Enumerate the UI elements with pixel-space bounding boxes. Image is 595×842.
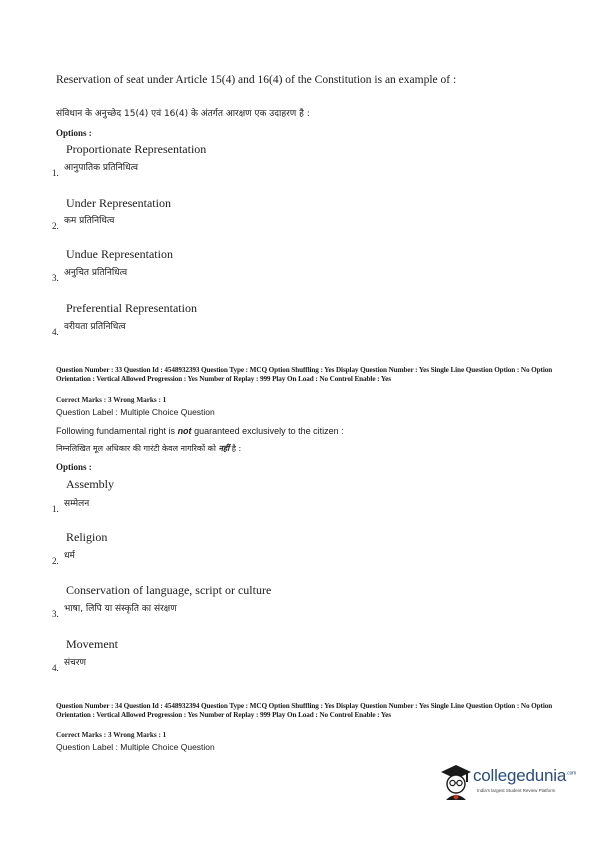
- q32-option-3-hi: अनुचित प्रतिनिधित्व: [64, 268, 128, 278]
- q32-option-3-number: 3.: [52, 273, 59, 283]
- question-32-options-label: Options :: [56, 128, 92, 138]
- question-33-text-hi: [56, 442, 241, 455]
- q33-option-2-en: Religion: [66, 530, 108, 544]
- q32-option-2-hi: कम प्रतिनिधित्व: [64, 216, 115, 226]
- question-32-text-en: Reservation of seat under Article 15(4) and 16(4) of the Constitution is an example of :: [56, 74, 457, 86]
- logo-name-suffix: .com: [566, 770, 577, 777]
- q33-text-en-before: Following fundamental right is: [56, 426, 178, 436]
- q33-option-4-number: 4.: [52, 663, 59, 673]
- question-33-marks: Correct Marks : 3 Wrong Marks : 1: [56, 396, 167, 404]
- question-34-meta: Question Number : 34 Question Id : 4548932394 Question Type : MCQ Option Shuffling : Yes Display Question Number : Yes Single Line Question Option : No Option Orientation : Vertical Allowed Progression : Yes Number of Replay : 999 Play On Load : No Control Enable : Yes: [56, 702, 553, 719]
- q33-option-2-hi: धर्म: [64, 551, 75, 561]
- question-33-label: Question Label : Multiple Choice Question: [56, 407, 215, 417]
- logo-wordmark: [473, 766, 576, 786]
- question-33-options-label: Options :: [56, 462, 92, 472]
- question-33-text-en: [56, 426, 344, 436]
- question-32-text-hi: संविधान के अनुच्छेद 15(4) एवं 16(4) के अंतर्गत आरक्षण एक उदाहरण है :: [56, 109, 310, 119]
- q32-option-3-en: Undue Representation: [66, 247, 173, 261]
- logo-tagline: India's largest Student Review Platform: [477, 788, 556, 793]
- question-34-label: Question Label : Multiple Choice Question: [56, 742, 215, 752]
- q32-option-1-hi: आनुपातिक प्रतिनिधित्व: [64, 163, 139, 173]
- q32-option-1-en: Proportionate Representation: [66, 142, 207, 156]
- q33-option-2-number: 2.: [52, 556, 59, 566]
- q33-text-hi-before: निम्नलिखित मूल अधिकार की गारंटी केवल नागरिकों को: [56, 444, 219, 453]
- q33-option-1-hi: सम्मेलन: [64, 499, 90, 509]
- q32-option-4-hi: वरीयता प्रतिनिधित्व: [64, 322, 126, 332]
- q33-text-en-after: guaranteed exclusively to the citizen :: [191, 426, 344, 436]
- graduate-mascot-icon: [437, 760, 475, 804]
- q33-option-3-number: 3.: [52, 609, 59, 619]
- q32-option-2-number: 2.: [52, 221, 59, 231]
- question-34-marks: Correct Marks : 3 Wrong Marks : 1: [56, 731, 167, 739]
- q33-option-1-en: Assembly: [66, 477, 114, 491]
- q33-option-4-en: Movement: [66, 637, 118, 651]
- q33-option-1-number: 1.: [52, 504, 59, 514]
- q33-text-hi-emphasis: नहीं: [218, 444, 230, 453]
- q32-option-4-en: Preferential Representation: [66, 301, 197, 315]
- q32-option-1-number: 1.: [52, 168, 59, 178]
- q33-text-en-emphasis: not: [177, 426, 192, 436]
- logo-name-text: collegedunia: [473, 766, 567, 785]
- collegedunia-logo: [437, 760, 582, 804]
- q33-option-4-hi: संचरण: [64, 658, 86, 668]
- question-33-meta: Question Number : 33 Question Id : 4548932393 Question Type : MCQ Option Shuffling : Yes Display Question Number : Yes Single Line Question Option : No Option Orientation : Vertical Allowed Progression : Yes Number of Replay : 999 Play On Load : No Control Enable : Yes: [56, 366, 553, 383]
- q32-option-2-en: Under Representation: [66, 196, 171, 210]
- q33-option-3-en: Conservation of language, script or culture: [66, 583, 272, 597]
- q33-text-hi-after: है :: [229, 444, 242, 453]
- q32-option-4-number: 4.: [52, 327, 59, 337]
- q33-option-3-hi: भाषा, लिपि या संस्कृति का संरक्षण: [64, 604, 177, 614]
